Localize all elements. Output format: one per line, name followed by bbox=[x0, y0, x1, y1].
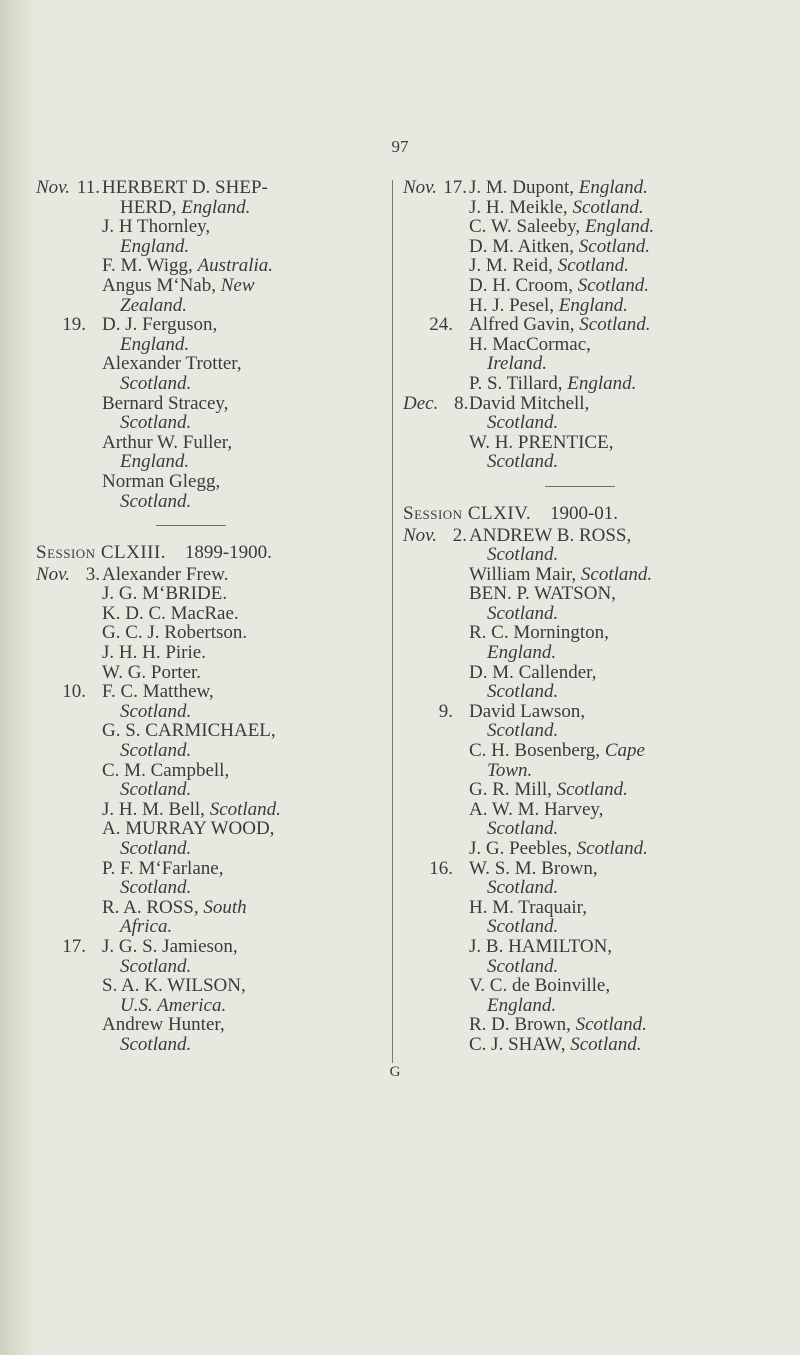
entry-date bbox=[403, 702, 453, 722]
entry-date bbox=[36, 315, 86, 335]
date-entry bbox=[36, 315, 376, 511]
member-name: Alexander Frew. bbox=[102, 563, 229, 585]
entry-month: Nov. bbox=[36, 177, 70, 198]
member-country: Scotland. bbox=[120, 490, 192, 512]
member-name: A. W. M. Harvey, bbox=[469, 798, 604, 820]
entry-line bbox=[469, 741, 775, 761]
entry-line bbox=[102, 1015, 376, 1035]
member-name: HERD, bbox=[120, 196, 182, 218]
entry-line bbox=[469, 315, 775, 335]
member-country: South bbox=[203, 896, 247, 918]
member-country: Scotland. bbox=[120, 372, 192, 394]
entry-line bbox=[469, 394, 775, 414]
member-country: Scotland. bbox=[575, 1014, 647, 1036]
member-country: Scotland. bbox=[120, 838, 192, 859]
entry-line bbox=[102, 296, 376, 316]
entry-line bbox=[469, 545, 775, 565]
member-country: Scotland. bbox=[120, 412, 192, 434]
member-country: Scotland. bbox=[120, 955, 192, 977]
entry-line bbox=[102, 643, 376, 663]
member-country: Scotland. bbox=[120, 740, 192, 762]
entry-line bbox=[469, 682, 775, 702]
member-country: Scotland. bbox=[556, 779, 628, 801]
member-name: J. G. M‘BRIDE. bbox=[102, 583, 228, 605]
member-name: Andrew Hunter, bbox=[102, 1014, 225, 1036]
session-heading bbox=[403, 504, 775, 524]
entry-line bbox=[102, 702, 376, 722]
member-country: Scotland. bbox=[579, 314, 651, 336]
member-name: R. D. Brown, bbox=[469, 1014, 576, 1036]
member-country: England. bbox=[584, 216, 655, 238]
entry-line bbox=[102, 682, 376, 702]
entry-line bbox=[469, 335, 775, 355]
entry-date bbox=[36, 937, 86, 957]
entry-line bbox=[102, 315, 376, 335]
entry-line bbox=[469, 702, 775, 722]
entry-line bbox=[469, 780, 775, 800]
member-country: England. bbox=[558, 294, 628, 316]
entry-line bbox=[102, 859, 376, 879]
member-name: J. H. Meikle, bbox=[469, 196, 573, 218]
member-country: U.S. America. bbox=[120, 994, 227, 1016]
entry-day: 10. bbox=[62, 681, 86, 703]
date-entry bbox=[403, 526, 775, 702]
entry-line bbox=[102, 839, 376, 859]
member-name: Angus M‘Nab, bbox=[102, 274, 221, 296]
member-name: Bernard Stracey, bbox=[102, 392, 229, 414]
entry-line bbox=[102, 819, 376, 839]
member-country: England. bbox=[181, 196, 251, 218]
entry-line bbox=[102, 217, 376, 237]
session-years: 1900-01. bbox=[549, 502, 619, 524]
entry-line bbox=[102, 898, 376, 918]
entry-line bbox=[469, 217, 775, 237]
entry-date bbox=[403, 178, 467, 198]
entry-line bbox=[102, 996, 376, 1016]
member-country: Scotland. bbox=[487, 720, 559, 742]
entry-date bbox=[36, 178, 100, 198]
entry-line bbox=[469, 761, 775, 781]
entry-line bbox=[469, 178, 775, 198]
member-country: England. bbox=[487, 642, 557, 664]
entry-month: Nov. bbox=[403, 177, 437, 198]
member-name: W. S. M. Brown, bbox=[469, 857, 598, 879]
left-column bbox=[36, 178, 376, 1055]
member-name: F. M. Wigg, bbox=[102, 255, 198, 277]
entry-line bbox=[102, 800, 376, 820]
date-entry bbox=[36, 937, 376, 1055]
member-name: William Mair, bbox=[469, 563, 581, 585]
member-name: W. H. PRENTICE, bbox=[469, 431, 614, 453]
entry-line bbox=[469, 623, 775, 643]
entry-line bbox=[469, 354, 775, 374]
entry-line bbox=[469, 256, 775, 276]
member-name: D. M. Aitken, bbox=[469, 235, 579, 257]
entry-line bbox=[102, 413, 376, 433]
member-country: Scotland. bbox=[570, 1033, 642, 1055]
section-divider bbox=[156, 525, 226, 526]
member-name: J. H. H. Pirie. bbox=[102, 642, 206, 664]
right-block-1 bbox=[403, 178, 775, 472]
member-country: Scotland. bbox=[487, 955, 559, 977]
member-country: England. bbox=[487, 994, 557, 1016]
entry-line bbox=[469, 917, 775, 937]
entry-line bbox=[102, 878, 376, 898]
member-name: C. M. Campbell, bbox=[102, 759, 230, 781]
left-block-2 bbox=[36, 565, 376, 1055]
member-name: G. R. Mill, bbox=[469, 779, 557, 801]
member-country: New bbox=[220, 274, 255, 296]
member-name: R. A. ROSS, bbox=[102, 896, 204, 918]
entry-line bbox=[102, 917, 376, 937]
member-country: Scotland. bbox=[487, 602, 559, 624]
member-name: G. C. J. Robertson. bbox=[102, 622, 248, 644]
entry-line bbox=[469, 604, 775, 624]
member-country: Scotland. bbox=[572, 196, 644, 218]
member-name: A. MURRAY WOOD, bbox=[102, 818, 275, 840]
member-country: Scotland. bbox=[487, 818, 559, 840]
session-label: Session CLXIV. bbox=[403, 502, 532, 524]
member-country: Scotland. bbox=[557, 255, 629, 277]
entry-month: Nov. bbox=[403, 524, 437, 546]
entry-line bbox=[102, 721, 376, 741]
session-label: Session CLXIII. bbox=[36, 542, 167, 564]
date-entry bbox=[403, 394, 775, 472]
column-divider bbox=[392, 180, 393, 1063]
member-name: HERBERT D. SHEP- bbox=[102, 177, 268, 198]
entry-line bbox=[469, 859, 775, 879]
entry-line bbox=[102, 623, 376, 643]
member-name: J. H. M. Bell, bbox=[102, 798, 210, 820]
member-country: Town. bbox=[487, 759, 533, 781]
entry-month: Dec. bbox=[403, 392, 439, 414]
member-name: P. F. M‘Farlane, bbox=[102, 857, 224, 879]
entry-line bbox=[102, 780, 376, 800]
entry-line bbox=[102, 584, 376, 604]
date-entry bbox=[36, 178, 376, 315]
member-name: ANDREW B. ROSS, bbox=[469, 524, 632, 546]
entry-line bbox=[469, 721, 775, 741]
entry-line bbox=[102, 604, 376, 624]
member-country: Scotland. bbox=[487, 451, 559, 473]
entry-day: 24. bbox=[429, 314, 453, 336]
member-country: England. bbox=[120, 235, 190, 257]
member-name: J. B. HAMILTON, bbox=[469, 935, 613, 957]
member-country: Scotland. bbox=[487, 544, 559, 566]
member-country: England. bbox=[120, 333, 190, 355]
member-name: BEN. P. WATSON, bbox=[469, 583, 616, 605]
member-name: D. J. Ferguson, bbox=[102, 314, 218, 336]
entry-line bbox=[102, 394, 376, 414]
member-name: F. C. Matthew, bbox=[102, 681, 214, 703]
page-edge-shadow bbox=[0, 0, 36, 1355]
member-country: England. bbox=[578, 177, 648, 198]
member-name: C. J. SHAW, bbox=[469, 1033, 571, 1055]
member-country: Scotland. bbox=[487, 412, 559, 434]
date-entry bbox=[403, 315, 775, 393]
entry-line bbox=[102, 976, 376, 996]
member-name: David Lawson, bbox=[469, 700, 586, 722]
member-name: S. A. K. WILSON, bbox=[102, 975, 246, 997]
entry-day: 17. bbox=[443, 177, 467, 198]
right-block-2 bbox=[403, 526, 775, 1055]
entry-line bbox=[102, 565, 376, 585]
entry-line bbox=[469, 237, 775, 257]
entry-line bbox=[102, 663, 376, 683]
entry-line bbox=[469, 452, 775, 472]
member-country: Scotland. bbox=[487, 681, 559, 703]
entry-line bbox=[469, 898, 775, 918]
member-name: K. D. C. MacRae. bbox=[102, 602, 239, 624]
member-country: Scotland. bbox=[578, 235, 651, 257]
entry-month: Nov. bbox=[36, 563, 70, 585]
page-number: 97 bbox=[391, 137, 409, 156]
entry-line bbox=[102, 237, 376, 257]
entry-line bbox=[102, 433, 376, 453]
entry-line bbox=[469, 198, 775, 218]
entry-line bbox=[102, 452, 376, 472]
member-country: Scotland. bbox=[487, 916, 559, 938]
member-country: Scotland. bbox=[120, 779, 192, 801]
entry-line bbox=[102, 1035, 376, 1055]
member-country: Scotland. bbox=[120, 1033, 192, 1055]
entry-day: 16. bbox=[429, 857, 453, 879]
member-country: England. bbox=[567, 372, 637, 394]
member-name: W. G. Porter. bbox=[102, 661, 202, 683]
entry-line bbox=[469, 433, 775, 453]
entry-date bbox=[403, 394, 468, 414]
member-name: J. G. Peebles, bbox=[469, 838, 577, 859]
entry-line bbox=[469, 976, 775, 996]
date-entry bbox=[403, 859, 775, 1055]
entry-line bbox=[102, 374, 376, 394]
right-column bbox=[403, 178, 775, 1055]
member-country: Zealand. bbox=[120, 294, 188, 316]
member-name: H. M. Traquair, bbox=[469, 896, 587, 918]
entry-line bbox=[102, 198, 376, 218]
date-entry bbox=[403, 178, 775, 315]
member-name: R. C. Mornington, bbox=[469, 622, 609, 644]
entry-day: 19. bbox=[62, 314, 86, 336]
entry-line bbox=[102, 472, 376, 492]
entry-line bbox=[102, 335, 376, 355]
entry-line bbox=[469, 296, 775, 316]
date-entry bbox=[36, 565, 376, 683]
member-name: Norman Glegg, bbox=[102, 470, 221, 492]
entry-line bbox=[102, 276, 376, 296]
member-country: Scotland. bbox=[577, 274, 649, 296]
session-heading bbox=[36, 543, 376, 563]
entry-day: 3. bbox=[85, 563, 100, 585]
member-name: C. W. Saleeby, bbox=[469, 216, 585, 238]
member-country: Cape bbox=[604, 740, 645, 762]
entry-line bbox=[469, 526, 775, 546]
entry-line bbox=[469, 374, 775, 394]
entry-line bbox=[469, 663, 775, 683]
date-entry bbox=[403, 702, 775, 859]
member-name: H. MacCormac, bbox=[469, 333, 591, 355]
entry-line bbox=[469, 957, 775, 977]
entry-line bbox=[102, 957, 376, 977]
member-name: V. C. de Boinville, bbox=[469, 975, 611, 997]
entry-line bbox=[102, 354, 376, 374]
member-country: England. bbox=[120, 451, 190, 473]
signature-mark: G bbox=[389, 1064, 401, 1080]
member-country: Scotland. bbox=[209, 798, 281, 820]
entry-line bbox=[102, 937, 376, 957]
session-years: 1899-1900. bbox=[184, 542, 272, 564]
entry-line bbox=[469, 565, 775, 585]
entry-date bbox=[403, 859, 453, 879]
entry-line bbox=[469, 996, 775, 1016]
entry-line bbox=[102, 761, 376, 781]
member-name: G. S. CARMICHAEL, bbox=[102, 720, 276, 742]
member-name: Alexander Trotter, bbox=[102, 353, 242, 375]
entry-line bbox=[469, 800, 775, 820]
member-country: Ireland. bbox=[487, 353, 547, 375]
entry-date bbox=[36, 682, 86, 702]
entry-line bbox=[469, 878, 775, 898]
entry-day: 17. bbox=[62, 935, 86, 957]
entry-line bbox=[469, 1035, 775, 1055]
member-name: D. H. Croom, bbox=[469, 274, 578, 296]
member-name: J. M. Reid, bbox=[469, 255, 558, 277]
member-name: Arthur W. Fuller, bbox=[102, 431, 233, 453]
member-name: D. M. Callender, bbox=[469, 661, 597, 683]
entry-line bbox=[469, 643, 775, 663]
left-block-1 bbox=[36, 178, 376, 511]
member-country: Scotland. bbox=[580, 563, 653, 585]
date-entry bbox=[36, 682, 376, 937]
member-name: C. H. Bosenberg, bbox=[469, 740, 605, 762]
entry-line bbox=[469, 413, 775, 433]
member-country: Scotland. bbox=[487, 877, 559, 899]
entry-line bbox=[469, 584, 775, 604]
member-country: Africa. bbox=[120, 916, 173, 938]
entry-date bbox=[36, 565, 100, 585]
entry-day: 8. bbox=[454, 392, 469, 414]
entry-date bbox=[403, 315, 453, 335]
member-country: Australia. bbox=[197, 255, 274, 277]
entry-line bbox=[469, 1015, 775, 1035]
member-name: H. J. Pesel, bbox=[469, 294, 559, 316]
entry-day: 2. bbox=[452, 524, 467, 546]
entry-line bbox=[469, 839, 775, 859]
section-divider bbox=[545, 486, 615, 487]
entry-line bbox=[102, 178, 376, 198]
member-country: Scotland. bbox=[120, 877, 192, 899]
member-name: J. G. S. Jamieson, bbox=[102, 935, 238, 957]
entry-line bbox=[469, 937, 775, 957]
member-name: Alfred Gavin, bbox=[469, 314, 580, 336]
member-name: J. M. Dupont, bbox=[469, 177, 579, 198]
entry-date bbox=[403, 526, 467, 546]
member-country: Scotland. bbox=[576, 838, 648, 859]
member-name: J. H Thornley, bbox=[102, 216, 211, 238]
entry-line bbox=[102, 741, 376, 761]
member-name: P. S. Tillard, bbox=[469, 372, 568, 394]
member-name: David Mitchell, bbox=[469, 392, 590, 414]
entry-day: 11. bbox=[76, 177, 100, 198]
entry-line bbox=[469, 819, 775, 839]
entry-line bbox=[469, 276, 775, 296]
entry-line bbox=[102, 256, 376, 276]
entry-day: 9. bbox=[438, 700, 453, 722]
member-country: Scotland. bbox=[120, 700, 192, 722]
entry-line bbox=[102, 492, 376, 512]
